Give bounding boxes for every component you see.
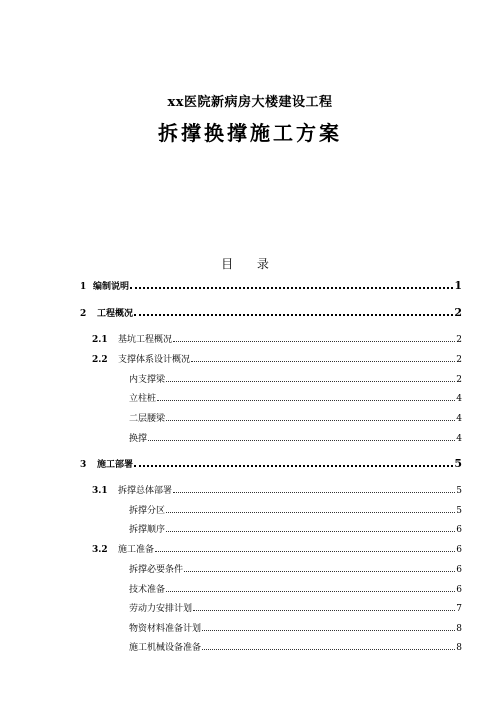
toc-entry-label: 拆撑分区 xyxy=(129,506,166,516)
toc-entry-label: 技术准备 xyxy=(129,585,166,595)
toc-leader-dots xyxy=(173,492,455,493)
toc-entry-number: 3.1 xyxy=(92,486,108,496)
toc-entry[interactable] xyxy=(0,535,500,555)
toc-entry-page: 2 xyxy=(456,335,462,345)
toc-leader-dots xyxy=(191,361,455,362)
toc-leader-dots xyxy=(166,591,455,592)
toc-leader-dots xyxy=(134,465,453,467)
toc-heading: 目 录 xyxy=(221,257,279,271)
toc-entry-label: 施工准备 xyxy=(118,545,155,555)
toc-entry[interactable] xyxy=(0,633,500,653)
toc-entry-page: 1 xyxy=(454,279,462,292)
toc-leader-dots xyxy=(166,381,455,382)
toc-entry-label: 基坑工程概况 xyxy=(118,335,173,345)
toc-entry-number: 2.1 xyxy=(92,335,108,345)
toc-entry-page: 5 xyxy=(454,457,462,470)
toc-entry[interactable] xyxy=(0,594,500,614)
toc-entry[interactable] xyxy=(0,384,500,404)
toc-entry[interactable] xyxy=(0,555,500,575)
toc-entry-label: 物资材料准备计划 xyxy=(129,624,202,634)
toc-entry[interactable] xyxy=(0,476,500,496)
toc-entry-page: 6 xyxy=(456,585,462,595)
toc-entry-label: 拆撑必要条件 xyxy=(129,565,184,575)
document-title: 拆撑换撑施工方案 xyxy=(158,121,342,145)
toc-leader-dots xyxy=(202,649,455,650)
toc-entry-page: 4 xyxy=(456,434,462,444)
toc-leader-dots xyxy=(157,400,455,401)
toc-entry-label: 二层腰梁 xyxy=(129,414,166,424)
toc-entry-number: 1 xyxy=(80,282,87,292)
toc-entry-label: 施工部署 xyxy=(97,460,134,470)
toc-entry-label: 工程概况 xyxy=(97,309,134,319)
toc-leader-dots xyxy=(155,551,455,552)
toc-leader-dots xyxy=(148,440,455,441)
toc-leader-dots xyxy=(202,630,455,631)
toc-entry[interactable] xyxy=(0,345,500,365)
toc-entry-label: 编制说明 xyxy=(93,282,130,292)
toc-entry-label: 内支撑梁 xyxy=(129,375,166,385)
toc-entry-number: 2.2 xyxy=(92,355,108,365)
toc-entry-page: 5 xyxy=(456,506,462,516)
toc-entry-number: 3 xyxy=(80,460,87,470)
toc-entry-page: 8 xyxy=(456,643,462,653)
toc-entry-label: 施工机械设备准备 xyxy=(129,643,202,653)
toc-entry-page: 6 xyxy=(456,545,462,555)
toc-entry-label: 立柱桩 xyxy=(129,394,157,404)
toc-leader-dots xyxy=(173,341,455,342)
toc-entry-label: 支撑体系设计概况 xyxy=(118,355,191,365)
toc-entry-page: 4 xyxy=(456,414,462,424)
toc-leader-dots xyxy=(166,420,455,421)
toc-entry[interactable] xyxy=(0,365,500,385)
toc-leader-dots xyxy=(184,571,455,572)
toc-entry-page: 2 xyxy=(456,355,462,365)
toc-entry-page: 4 xyxy=(456,394,462,404)
toc-leader-dots xyxy=(166,531,455,532)
toc-entry-page: 7 xyxy=(456,604,462,614)
toc-entry[interactable] xyxy=(0,404,500,424)
toc-entry[interactable] xyxy=(0,575,500,595)
toc-entry-page: 8 xyxy=(456,624,462,634)
toc-leader-dots xyxy=(134,314,453,316)
toc-entry[interactable] xyxy=(0,325,500,345)
toc-entry-label: 劳动力安排计划 xyxy=(129,604,193,614)
toc-entry-label: 拆撑顺序 xyxy=(129,525,166,535)
toc-entry[interactable] xyxy=(0,515,500,535)
toc-entry-page: 5 xyxy=(456,486,462,496)
toc-entry-page: 6 xyxy=(456,525,462,535)
toc-entry-label: 拆撑总体部署 xyxy=(118,486,173,496)
toc-entry[interactable] xyxy=(0,272,500,292)
toc-entry[interactable] xyxy=(0,450,500,470)
toc-leader-dots xyxy=(193,610,455,611)
toc-leader-dots xyxy=(130,287,453,289)
toc-entry-page: 2 xyxy=(454,306,462,319)
project-subtitle: xx医院新病房大楼建设工程 xyxy=(167,95,333,110)
toc-entry[interactable] xyxy=(0,424,500,444)
toc-entry-page: 6 xyxy=(456,565,462,575)
toc-entry[interactable] xyxy=(0,299,500,319)
toc-entry-label: 换撑 xyxy=(129,434,148,444)
toc-entry-page: 2 xyxy=(456,375,462,385)
toc-entry-number: 3.2 xyxy=(92,545,108,555)
toc-leader-dots xyxy=(166,512,455,513)
toc-entry-number: 2 xyxy=(80,309,87,319)
toc-entry[interactable] xyxy=(0,614,500,634)
toc-entry[interactable] xyxy=(0,496,500,516)
